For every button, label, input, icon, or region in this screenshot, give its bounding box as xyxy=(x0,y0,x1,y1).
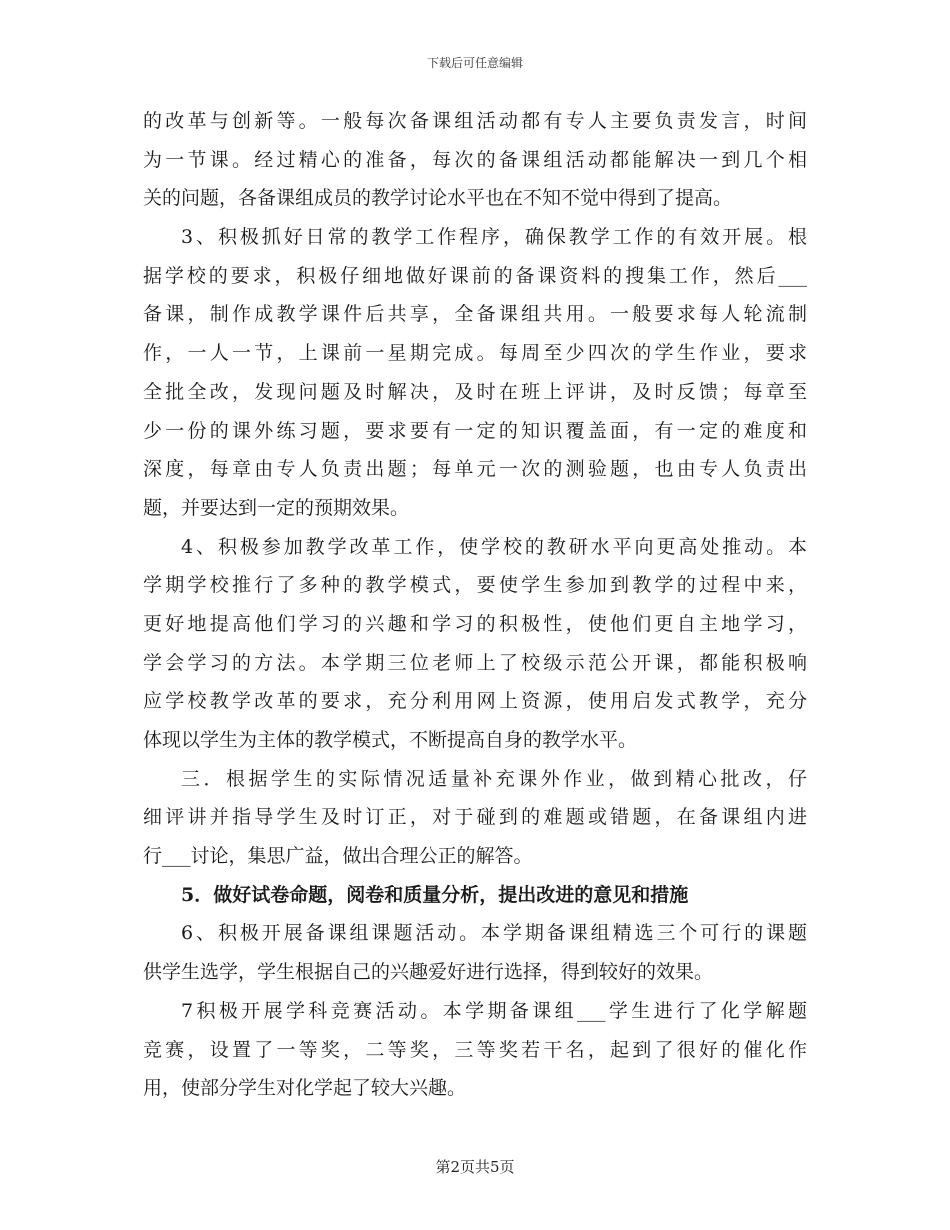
text-line: 供学生选学，学生根据自己的兴趣爱好进行选择，得到较好的效果。 xyxy=(143,961,714,984)
text-line: 作，一人一节，上课前一星期完成。每周至少四次的学生作业，要求 xyxy=(143,342,807,365)
text-line: 为一节课。经过精心的准备，每次的备课组活动都能解决一到几个相 xyxy=(143,148,807,171)
text-line: 少一份的课外练习题，要求要有一定的知识覆盖面，有一定的难度和 xyxy=(143,419,807,442)
text-line: 竞赛，设置了一等奖，二等奖，三等奖若干名，起到了很好的催化作 xyxy=(143,1038,807,1061)
text-line: 据学校的要求，积极仔细地做好课前的备课资料的搜集工作，然后___ xyxy=(143,264,807,287)
page-number: 第2页共5页 xyxy=(435,1158,515,1176)
text-line: 用，使部分学生对化学起了较大兴趣。 xyxy=(143,1077,467,1100)
text-line: 3、积极抓好日常的教学工作程序，确保教学工作的有效开展。根 xyxy=(181,226,807,249)
text-line: 更好地提高他们学习的兴趣和学习的积极性，使他们更自主地学习， xyxy=(143,612,807,635)
text-line: 深度，每章由专人负责出题；每单元一次的测验题，也由专人负责出 xyxy=(143,458,807,481)
text-line: 的改革与创新等。一般每次备课组活动都有专人主要负责发言，时间 xyxy=(143,110,807,132)
document-body xyxy=(143,102,807,1108)
text-line: 行___讨论，集思广益，做出合理公正的解答。 xyxy=(143,845,533,868)
text-line: 题，并要达到一定的预期效果。 xyxy=(143,496,410,519)
text-line: 6、积极开展备课组课题活动。本学期备课组精选三个可行的课题 xyxy=(181,922,807,945)
text-line: 备课，制作成教学课件后共享，全备课组共用。一般要求每人轮流制 xyxy=(143,303,807,326)
text-line: 三．根据学生的实际情况适量补充课外作业，做到精心批改，仔 xyxy=(181,767,807,790)
page-header: 下载后可任意编辑 xyxy=(426,56,523,70)
text-line: 体现以学生为主体的教学模式，不断提高自身的教学水平。 xyxy=(143,729,638,751)
text-line: 7积极开展学科竞赛活动。本学期备课组___学生进行了化学解题 xyxy=(181,999,807,1022)
section-heading: 5．做好试卷命题，阅卷和质量分析，提出改进的意见和措施 xyxy=(181,883,689,906)
text-line: 关的问题，各备课组成员的教学讨论水平也在不知不觉中得到了提高。 xyxy=(143,187,733,210)
text-line: 全批全改，发现问题及时解决，及时在班上评讲，及时反馈；每章至 xyxy=(143,380,807,403)
text-line: 学期学校推行了多种的教学模式，要使学生参加到教学的过程中来， xyxy=(143,574,807,597)
text-line: 应学校教学改革的要求，充分利用网上资源，使用启发式教学，充分 xyxy=(143,690,807,713)
text-line: 细评讲并指导学生及时订正，对于碰到的难题或错题，在备课组内进 xyxy=(143,806,807,829)
text-line: 4、积极参加教学改革工作，使学校的教研水平向更高处推动。本 xyxy=(181,535,807,558)
text-line: 学会学习的方法。本学期三位老师上了校级示范公开课，都能积极响 xyxy=(143,651,807,674)
